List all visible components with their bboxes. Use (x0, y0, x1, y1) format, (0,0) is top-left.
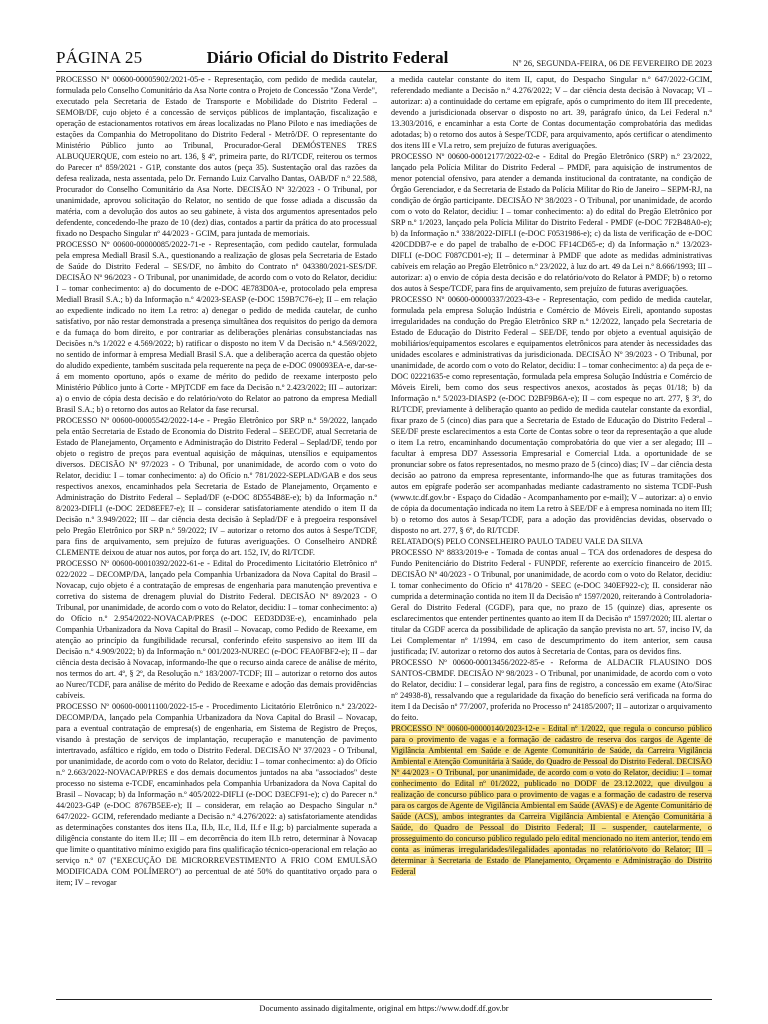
paragraph: PROCESSO Nº 00600-00011100/2022-15-e - Procedimento Licitatório Eletrônico n.º 23/2022-DECOMP/DA, lançado pela Companhia Urbanizadora da Nova Capital do Brasil – Novacap, para a eventual contratação de empresa(s) de engenharia, em Sistema de Registro de Preços, visando à prestação de serviços de implantação, recuperação e manutenção de pavimento intertravado, asfáltico e rígido, em todo o Distrito Federal. DECISÃO Nº 37/2023 - O Tribunal, por unanimidade, de acordo com o voto do Relator, decidiu: I – tomar conhecimento: a) do Ofício n.º 2.663/2022-NOVACAP/PRES e dos demais documentos juntados na aba "associados" deste processo no sistema e-TCDF, encaminhados pela Companhia Urbanizadora da Nova Capital do Brasil – Novacap; b) da Informação n.º 405/2022-DIFLI (e-DOC D3ECF91-e); c) do Parecer n.º 44/2023-G4P (e-DOC 8767B5EE-e); II – considerar, em relação ao Despacho Singular n.º 647/2022- GCIM, referendado mediante a Decisão n.º 4.276/2022: a) satisfatoriamente atendidas as determinações constantes dos itens II.a, II.b, II.c, II.d, II.f e II.g; b) parcialmente superada a diligência constante do item II.e; III – em decorrência do item II.b retro, determinar à Novacap que limite o quantitativo mínimo exigido para fins qualificação técnico-operacional em relação ao serviço n.º 07 ("EXECUÇÃO DE MICRORREVESTIMENTO A FRIO COM EMULSÃO MODIFICADA COM POLÍMERO") ao percentual de até 50% do quantitativo orçado para o item; IV – revogar (56, 702, 377, 887)
paragraph: PROCESSO Nº 00600-00000085/2022-71-e - Representação, com pedido cautelar, formulada pela empresa Mediall Brasil S.A., questionando a realização de glosas pela Secretaria de Estado de Saúde do Distrito Federal – SES/DF, no âmbito do Contrato nº 043380/2021-SES/DF. DECISÃO Nº 96/2023 - O Tribunal, por unanimidade, de acordo com o voto do Relator, decidiu: I – tomar conhecimento: a) do documento de e-DOC 4E783D0A-e, protocolado pela empresa Mediall Brasil S.A.; b) da Informação n.º 4/2023-SEASP (e-DOC 159B7C76-e); II – em relação ao expediente indicado no item I.a retro: a) denegar o pedido de medida cautelar, de cunho satisfativo, por não restar demonstrada a presença simultânea dos requisitos do perigo da demora e da fumaça do bom direito, e por contrariar as deliberações plenárias consubstanciadas nas Decisões n.ºs 1/2022 e 4.569/2022; b) ratificar o disposto no item V da Decisão n.º 4.569/2022, no sentido de informar à empresa Mediall Brasil S.A. que a deliberação acerca da questão objeto do aludido expediente, também suscitada pela requerente na peça de e-DOC 090093EA-e, dar-se-á em momento oportuno, após o exame de mérito do pedido de reexame interposto pelo Ministério Público junto à Corte - MPjTCDF em face da Decisão n.º 2.423/2022; III – autorizar: a) o envio de cópia desta decisão e do relatório/voto do Relator ao patrono da empresa Mediall Brasil S.A.; b) o retorno dos autos ao Relator da fase recursal. (56, 240, 377, 414)
highlighted-paragraph (391, 723, 712, 877)
left-column (56, 74, 377, 996)
highlight-text: PROCESSO Nº 00600-00000140/2023-12-e - Edital nº 1/2022, que regula o concurso público para o provimento de vagas e a formação de cadastro de reserva dos cargos de Agente de Vigilância Ambiental em Saúde e de Agente Comunitário de Saúde, da Carreira Vigilância Ambiental e Atenção Comunitária à Saúde, do Quadro de Pessoal do Distrito Federal. DECISÃO Nº 44/2023 - O Tribunal, por unanimidade, de acordo com o voto do Relator, decidiu: I – tomar conhecimento do Edital nº 01/2022, publicado no DODF de 23.12.2022, que divulgou a realização de concurso público para o provimento de vagas e a formação de cadastro de reserva para os cargos de Agente de Vigilância Ambiental em Saúde (AVAS) e de Agente Comunitário de Saúde (ACS), ambos integrantes da Carreira Vigilância Ambiental e Atenção Comunitária à Saúde, do Quadro de Pessoal do Distrito Federal; II – suspender, cautelarmente, o prosseguimento do concurso público regulado pelo edital mencionado no item anterior, tendo em conta as inúmeras irregularidades/ilegalidades apontadas no relatório/voto do Relator; III – determinar à Secretaria de Estado de Planejamento, Orçamento e Administração do Distrito Federal (391, 724, 712, 876)
right-column (391, 74, 712, 996)
paragraph: PROCESSO Nº 00600-00005902/2021-05-e - Representação, com pedido de medida cautelar, formulada pelo Conselho Comunitário da Asa Norte contra o Projeto de Concessão "Zona Verde", executado pela Secretaria de Estado de Transporte e Mobilidade do Distrito Federal – SEMOB/DF, cujo objeto é a concessão de serviços públicos de implantação, fiscalização e operação de estacionamentos rotativos em áreas localizadas no Plano Piloto e nas imediações de estações da Companhia do Metropolitano do Distrito Federal - Metrô/DF. O representante do Ministério Público junto ao Tribunal, Procurador-Geral DEMÓSTENES TRES ALBUQUERQUE, com esteio no art. 136, § 4º, primeira parte, do RI/TCDF, reiterou os termos do Parecer nº 859/2021 - G1P, constante dos autos (peça 35). Sustentação oral das razões da defesa realizada, nesta assentada, pelo Dr. Fernando Luiz Carvalho Dantas, OAB/DF n.º 22.588, Procurador do Conselho Comunitário da Asa Norte. DECISÃO Nº 32/2023 - O Tribunal, por unanimidade, aprovou solicitação do Relator, no sentido de que fosse adiada a discussão da matéria, com a devolução dos autos ao seu gabinete, à vista dos argumentos apresentados pelo defendente, concedendo-lhe prazo de 10 (dez) dias, contados a partir da prática do ato processual fixado no Despacho Singular nº 44/2023 - GCIM, para juntada de memoriais. (56, 75, 377, 238)
paragraph: PROCESSO Nº 8833/2019-e - Tomada de contas anual – TCA dos ordenadores de despesa do Fundo Penitenciário do Distrito Federal - FUNPDF, referente ao exercício financeiro de 2015. DECISÃO Nº 40/2023 - O Tribunal, por unanimidade, de acordo com o voto do Relator, decidiu: I. tomar conhecimento do Ofício nº 4178/20 - SEEC (e-DOC 340EF922-c); II. considerar não cumprida a determinação contida no item II da Decisão nº 1597/2020, reiterando à Controladoria-Geral do Distrito Federal (CGDF), para que, no prazo de 15 (quinze) dias, apresente os esclarecimentos que entender pertinentes quanto ao item II da Decisão nº 1597/2020; III. alertar o titular da CGDF acerca da possibilidade de aplicação da sanção prevista no art. 57, inciso IV, da Lei Complementar nº 1/1994, em caso de descumprimento do item anterior, sem causa justificada; IV. autorizar o retorno dos autos à Secretaria de Contas, para os devidos fins. (391, 548, 712, 656)
paragraph: PROCESSO Nº 00600-00010392/2022-61-e - Edital do Procedimento Licitatório Eletrônico nº 022/2022 – DECOMP/DA, lançado pela Companhia Urbanizadora da Nova Capital do Brasil – Novacap, cujo objeto é a contratação de empresas de engenharia para manutenção preventiva e corretiva do sistema de drenagem pluvial do Distrito Federal. DECISÃO Nº 89/2023 - O Tribunal, por unanimidade, de acordo com o voto do Relator, decidiu: I – tomar conhecimento: a) do Ofício n.º 2.954/2022-NOVACAP/PRES (e-DOC EED3DD3E-e), encaminhado pela Companhia Urbanizadora da Nova Capital do Brasil – Novacap, como Pedido de Reexame, em atenção ao princípio da fungibilidade recursal, conferindo efeito suspensivo ao item III da Decisão n.º 4.909/2022; b) da Informação n.º 001/2023-NUREC (e-DOC FEA0FBF2-e); II – dar ciência desta decisão à Novacap, informando-lhe que o recurso ainda carece de análise de mérito, nos termos do art. 4º, § 2º, da Resolução n.º 183/2007-TCDF; III – autorizar o retorno dos autos ao Nurec/TCDF, para análise de mérito do Pedido de Reexame e adoção das demais providências cabíveis. (56, 559, 377, 700)
issue-info: Nº 26, SEGUNDA-FEIRA, 06 DE FEVEREIRO DE 2023 (512, 58, 712, 68)
page-footer: Documento assinado digitalmente, original em https://www.dodf.df.gov.br (56, 999, 712, 1013)
page-header (56, 46, 712, 72)
paragraph: PROCESSO Nº 00600-00000337/2023-43-e - Representação, com pedido de medida cautelar, formulada pela empresa Solução Indústria e Comércio de Móveis Eireli, apontando supostas irregularidades na condução do Pregão Eletrônico SRP n.º 12/2022, lançado pela Secretaria de Estado de Educação do Distrito Federal – SEE/DF, tendo por objeto a eventual aquisição de mobiliários/equipamentos escolares e equipamentos eletrônicos para atender às necessidades das unidades escolares e administrativas da jurisdicionada. DECISÃO Nº 39/2023 - O Tribunal, por unanimidade, de acordo com o voto do Relator, decidiu: I – tomar conhecimento: a) da peça de e-DOC 02221635-e como representação, formulada pela empresa Solução Indústria e Comércio de Móveis Eireli, bem como dos seus respectivos anexos, acostados às peças 01/18; b) da Informação n.º 5/2023-DIASP2 (e-DOC D2BF9B6A-e); II – com espeque no art. 277, § 3º, do RI/TCDF, previamente à deliberação quanto ao pedido de medida cautelar constante da exordial, fixar prazo de 5 (cinco) dias para que a Secretaria de Estado de Educação do Distrito Federal – SEE/DF preste esclarecimentos a esta Corte de Contas sobre o teor da representação a que alude o item I.a retro, encaminhando documentação comprobatória do que vier a ser alegado; III – facultar à empresa DD7 Assessoria Empresarial e Comercial Ltda. a oportunidade de se pronunciar sobre os fatos representados, no mesmo prazo de 5 (cinco) dias; IV – dar ciência desta decisão ao patrono da empresa representante, informando-lhe que as futuras tramitações dos autos em epígrafe poderão ser acompanhadas mediante cadastramento no sistema TCDF-Push (www.tc.df.gov.br - Espaço do Cidadão - Acompanhamento por e-mail); V – autorizar: a) o envio de cópia da documentação indicada no item I.a retro à SEE/DF e à empresa nominada no item III; b) o retorno dos autos à Sesap/TCDF, para a adoção das providências devidas, observado o disposto no art. 277, § 6º, do RI/TCDF. (391, 295, 712, 535)
publication-title: Diário Oficial do Distrito Federal (206, 48, 449, 67)
paragraph: PROCESSO Nº 00600-00013456/2022-85-e - Reforma de ALDACIR FLAUSINO DOS SANTOS-CBMDF. DECISÃO Nº 98/2023 - O Tribunal, por unanimidade, de acordo com o voto do Relator, decidiu: I – considerar legal, para fins de registro, a concessão em exame (Ato/Sirac nº 24938-8), ressalvando que a regularidade da fixação do benefício será verificada na forma do item I da Decisão nº 77/2007, proferida no Processo nº 24185/2007; II – autorizar o arquivamento do feito. (391, 658, 712, 722)
columns (56, 74, 712, 996)
paragraph: PROCESSO Nº 00600-00012177/2022-02-e - Edital do Pregão Eletrônico (SRP) n.º 23/2022, lançado pela Polícia Militar do Distrito Federal – PMDF, para aquisição de instrumentos de menor potencial ofensivo, para atender a demanda institucional da contratante, na condição de Órgão Gerenciador, e da Secretaria de Estado da Polícia Militar do Rio de Janeiro – SEPM-RJ, na condição de órgão participante. DECISÃO Nº 38/2023 - O Tribunal, por unanimidade, de acordo com o voto do Relator, decidiu: I – tomar conhecimento: a) do edital do Pregão Eletrônico por SRP n.º 1/2023, lançado pela Polícia Militar do Distrito Federal - PMDF (e-DOC 7F2B48A0-e); b) da Informação n.º 338/2022-DIFLI (e-DOC F053198​6-e); c) da lista de verificação de e-DOC 420CDDB7-e e do papel de trabalho de e-DOC FF14CD65-e; d) da Informação n.º 13/2023-DIFLI (e-DOC F087CD01-e); II – determinar à PMDF que adote as medidas administrativas cabíveis em relação ao Pregão Eletrônico n.º 23/2022, à luz do art. 49 da Lei n.º 8.666/1993; III – autorizar: a) o envio de cópia desta decisão e do relatório/voto do Relator à PMDF; b) o retorno dos autos à Sespe/TCDF, para fins de arquivamento, sem prejuízo de futuras averiguações. (391, 152, 712, 293)
paragraph: PROCESSO Nº 00600-00005542/2022-14-e - Pregão Eletrônico por SRP n.º 59/2022, lançado pela então Secretaria de Estado de Economia do Distrito Federal – SEEC/DF, atual Secretaria de Estado de Planejamento, Orçamento e Administração do Distrito Federal – Seplad/DF, tendo por objeto o registro de preços para eventual aquisição de máquinas, utensílios e equipamentos diversos. DECISÃO Nº 97/2023 - O Tribunal, por unanimidade, de acordo com o voto do Relator, decidiu: I – tomar conhecimento: a) do Ofício n.º 781/2022-SEPLAD/GAB e dos seus respectivos anexos, encaminhados pela Secretaria de Estado de Planejamento, Orçamento e Administração do Distrito Federal – Seplad/DF (e-DOC 8D554B8E-e); b) da Informação n.º 8/2023-DIFLI (e-DOC 2ED8EFE7-e); II – considerar satisfatoriamente atendido o item II da Decisão n.º 3.949/2022; III – dar ciência desta decisão à Seplad/DF e à pregoeira responsável pelo Pregão Eletrônico por SRP n.º 59/2022; IV – autorizar o retorno dos autos à Sespe/TCDF, para fins de arquivamento, sem prejuízo de futuras averiguações. O Conselheiro ANDRÉ CLEMENTE deixou de atuar nos autos, por força do art. 152, IV, do RI/TCDF. (56, 416, 377, 557)
page-number: PÁGINA 25 (56, 48, 143, 67)
section-heading: RELATADO(S) PELO CONSELHEIRO PAULO TADEU VALE DA SILVA (391, 537, 643, 546)
paragraph: a medida cautelar constante do item II, caput, do Despacho Singular n.º 647/2022-GCIM, referendado mediante a Decisão n.º 4.276/2022; V – dar ciência desta decisão à Novacap; VI – autorizar: a) a continuidade do certame em epígrafe, após o cumprimento do item III precedente, devendo a jurisdicionada observar o disposto no art. 39, parágrafo único, da Lei Federal n.º 13.303/2016, e encaminhar a esta Corte de Contas documentação comprobatória das medidas adotadas; b) o retorno dos autos à Sespe/TCDF, para arquivamento, após certificar o atendimento dos itens III e VI.a retro, sem prejuízo de futuras averiguações. (391, 75, 712, 150)
